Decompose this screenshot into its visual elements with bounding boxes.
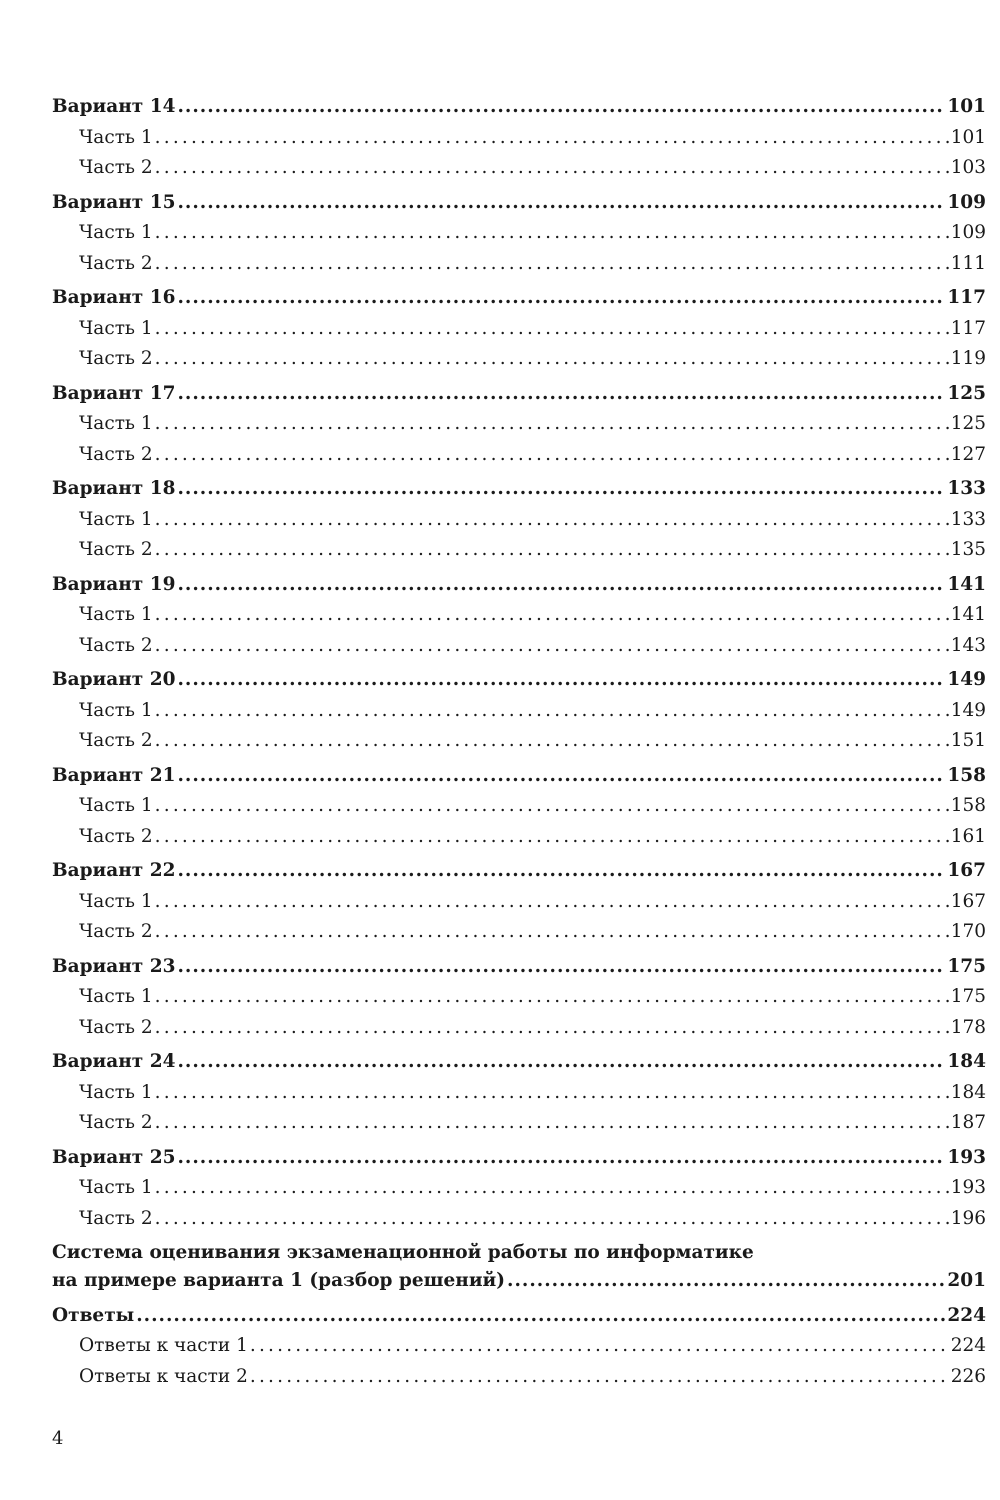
toc-entry[interactable] xyxy=(52,1266,986,1297)
dot-leader xyxy=(177,283,945,314)
toc-entry[interactable] xyxy=(52,283,986,314)
toc-entry-title: Вариант 17 xyxy=(52,382,176,404)
toc-entry-title: Часть 2 xyxy=(79,730,153,751)
toc-entry-title: Часть 1 xyxy=(79,317,153,339)
toc-page-number: 167 xyxy=(950,890,986,912)
toc-page-number: 133 xyxy=(947,478,986,499)
toc-entry-title: Часть 1 xyxy=(79,413,153,434)
toc-entry-title: Часть 1 xyxy=(79,890,153,912)
toc-entry-title: Часть 2 xyxy=(79,634,153,656)
dot-leader xyxy=(155,1108,949,1139)
toc-page-number: 193 xyxy=(950,1177,986,1198)
toc-entry[interactable] xyxy=(52,92,986,123)
toc-entry-title: Часть 2 xyxy=(79,443,153,465)
dot-leader xyxy=(250,1362,949,1393)
toc-entry-title: Часть 1 xyxy=(79,795,153,816)
toc-page-number: 201 xyxy=(947,1270,986,1291)
dot-leader xyxy=(155,344,949,375)
toc-entry-title: Вариант 19 xyxy=(52,573,176,595)
toc-subentry[interactable] xyxy=(52,791,986,822)
toc-subentry[interactable] xyxy=(52,726,986,757)
toc-subentry[interactable] xyxy=(52,1078,986,1109)
toc-entry[interactable] xyxy=(52,188,986,219)
toc-entry-title: Ответы к части 2 xyxy=(79,1365,248,1387)
dot-leader xyxy=(155,631,949,662)
dot-leader xyxy=(177,570,945,601)
toc-page-number: 187 xyxy=(950,1112,986,1133)
toc-page-number: 109 xyxy=(947,191,986,213)
dot-leader xyxy=(155,153,949,184)
toc-page-number: 143 xyxy=(950,634,986,656)
toc-subentry[interactable] xyxy=(52,1331,986,1362)
dot-leader xyxy=(155,218,949,249)
page-number: 4 xyxy=(52,1428,64,1449)
dot-leader xyxy=(177,665,945,696)
toc-subentry[interactable] xyxy=(52,218,986,249)
toc-page-number: 141 xyxy=(947,573,986,595)
toc-page-number: 135 xyxy=(950,539,986,560)
toc-entry-title: Вариант 25 xyxy=(52,1146,176,1168)
toc-subentry[interactable] xyxy=(52,344,986,375)
toc-entry-title: Вариант 18 xyxy=(52,478,176,499)
toc-entry-title: Ответы к части 1 xyxy=(79,1335,248,1356)
toc-page-number: 184 xyxy=(950,1081,986,1103)
toc-entry-title: Часть 1 xyxy=(79,1177,153,1198)
toc-subentry[interactable] xyxy=(52,153,986,184)
dot-leader xyxy=(155,1173,949,1204)
toc-entry-title: Часть 1 xyxy=(79,126,153,148)
toc-entry-title: на примере варианта 1 (разбор решений) xyxy=(52,1270,506,1291)
toc-entry-title: Часть 2 xyxy=(79,539,153,560)
dot-leader xyxy=(177,761,945,792)
dot-leader xyxy=(155,1078,949,1109)
toc-entry-title: Вариант 20 xyxy=(52,669,176,690)
dot-leader xyxy=(155,982,949,1013)
toc-page-number: 175 xyxy=(950,986,986,1007)
toc-entry-title: Часть 2 xyxy=(79,825,153,847)
toc-entry-title: Часть 1 xyxy=(79,604,153,625)
dot-leader xyxy=(177,188,945,219)
toc-entry-title: Часть 2 xyxy=(79,252,153,274)
dot-leader xyxy=(155,822,949,853)
dot-leader xyxy=(155,917,949,948)
toc-subentry[interactable] xyxy=(52,1173,986,1204)
toc-subentry[interactable] xyxy=(52,887,986,918)
toc-page-number: 127 xyxy=(950,443,986,465)
toc-subentry[interactable] xyxy=(52,123,986,154)
toc-page-number: 224 xyxy=(950,1335,986,1356)
toc-subentry[interactable] xyxy=(52,696,986,727)
toc-subentry[interactable] xyxy=(52,314,986,345)
dot-leader xyxy=(177,1047,945,1078)
toc-entry-title: Часть 2 xyxy=(79,1207,153,1229)
toc-page-number: 117 xyxy=(950,317,986,339)
toc-entry-title: Часть 2 xyxy=(79,1016,153,1038)
toc-entry-title: Часть 2 xyxy=(79,1112,153,1133)
toc-page-number: 125 xyxy=(950,413,986,434)
toc-entry-title-line1: Система оценивания экзаменационной работы по информатике xyxy=(52,1242,754,1263)
toc-entry-title: Вариант 24 xyxy=(52,1051,176,1072)
toc-subentry[interactable] xyxy=(52,822,986,853)
toc-page-number: 109 xyxy=(950,222,986,243)
toc-subentry[interactable] xyxy=(52,505,986,536)
toc-page-number: 101 xyxy=(950,126,986,148)
toc-subentry[interactable] xyxy=(52,917,986,948)
toc-entry-title: Часть 2 xyxy=(79,921,153,942)
toc-page-number: 111 xyxy=(950,252,986,274)
toc-page-number: 125 xyxy=(947,382,986,404)
dot-leader xyxy=(155,409,949,440)
dot-leader xyxy=(155,1204,949,1235)
toc-page-number: 117 xyxy=(947,287,986,308)
toc-entry-title: Вариант 23 xyxy=(52,955,176,977)
toc-page-number: 184 xyxy=(947,1051,986,1072)
table-of-contents xyxy=(52,88,986,1392)
dot-leader xyxy=(177,92,945,123)
dot-leader xyxy=(177,474,945,505)
dot-leader xyxy=(155,440,949,471)
toc-page-number: 149 xyxy=(947,669,986,690)
toc-page-number: 141 xyxy=(950,604,986,625)
toc-entry-title: Ответы xyxy=(52,1304,135,1326)
toc-entry[interactable] xyxy=(52,379,986,410)
toc-subentry[interactable] xyxy=(52,1013,986,1044)
dot-leader xyxy=(155,314,949,345)
toc-subentry[interactable] xyxy=(52,600,986,631)
dot-leader xyxy=(155,600,949,631)
toc-entry[interactable] xyxy=(52,1301,986,1332)
toc-subentry[interactable] xyxy=(52,440,986,471)
dot-leader xyxy=(155,1013,949,1044)
toc-subentry[interactable] xyxy=(52,1204,986,1235)
toc-page-number: 158 xyxy=(947,764,986,786)
toc-page-number: 158 xyxy=(950,795,986,816)
toc-entry[interactable] xyxy=(52,1047,986,1078)
toc-entry[interactable] xyxy=(52,665,986,696)
toc-subentry[interactable] xyxy=(52,631,986,662)
dot-leader xyxy=(155,535,949,566)
toc-page-number: 170 xyxy=(950,921,986,942)
dot-leader xyxy=(155,726,949,757)
toc-page-number: 175 xyxy=(947,955,986,977)
dot-leader xyxy=(177,379,945,410)
dot-leader xyxy=(155,123,949,154)
toc-subentry[interactable] xyxy=(52,249,986,280)
dot-leader xyxy=(155,505,949,536)
dot-leader xyxy=(136,1301,945,1332)
toc-entry-title: Часть 1 xyxy=(79,986,153,1007)
dot-leader xyxy=(177,952,945,983)
toc-entry[interactable] xyxy=(52,952,986,983)
toc-entry-title: Часть 1 xyxy=(79,222,153,243)
toc-entry[interactable] xyxy=(52,474,986,505)
toc-entry-title: Часть 1 xyxy=(79,508,153,530)
toc-entry-title: Часть 1 xyxy=(79,699,153,721)
toc-entry-multiline[interactable] xyxy=(52,1240,986,1297)
dot-leader xyxy=(155,887,949,918)
toc-entry[interactable] xyxy=(52,1143,986,1174)
toc-page-number: 161 xyxy=(950,825,986,847)
toc-page-number: 101 xyxy=(947,96,986,117)
toc-page-number: 226 xyxy=(950,1365,986,1387)
toc-entry-title: Вариант 15 xyxy=(52,191,176,213)
toc-page-number: 151 xyxy=(950,730,986,751)
dot-leader xyxy=(177,856,945,887)
dot-leader xyxy=(177,1143,945,1174)
toc-page-number: 103 xyxy=(950,157,986,178)
toc-page-number: 178 xyxy=(950,1016,986,1038)
toc-subentry[interactable] xyxy=(52,409,986,440)
toc-entry-title: Вариант 16 xyxy=(52,287,176,308)
dot-leader xyxy=(155,791,949,822)
toc-page-number: 193 xyxy=(947,1146,986,1168)
dot-leader xyxy=(507,1266,945,1297)
toc-entry-title: Часть 1 xyxy=(79,1081,153,1103)
dot-leader xyxy=(155,249,949,280)
toc-page-number: 196 xyxy=(950,1207,986,1229)
toc-page-number: 167 xyxy=(947,860,986,881)
dot-leader xyxy=(155,696,949,727)
toc-entry[interactable] xyxy=(52,856,986,887)
toc-subentry[interactable] xyxy=(52,982,986,1013)
dot-leader xyxy=(250,1331,949,1362)
toc-subentry[interactable] xyxy=(52,1362,986,1393)
toc-entry-title: Вариант 14 xyxy=(52,96,176,117)
toc-page-number: 224 xyxy=(947,1304,986,1326)
toc-page-number: 119 xyxy=(950,348,986,369)
toc-entry-title: Вариант 22 xyxy=(52,860,176,881)
toc-entry-title: Вариант 21 xyxy=(52,764,176,786)
toc-subentry[interactable] xyxy=(52,535,986,566)
toc-entry-title: Часть 2 xyxy=(79,157,153,178)
toc-page-number: 149 xyxy=(950,699,986,721)
toc-page-number: 133 xyxy=(950,508,986,530)
toc-entry[interactable] xyxy=(52,570,986,601)
toc-entry[interactable] xyxy=(52,761,986,792)
toc-subentry[interactable] xyxy=(52,1108,986,1139)
toc-entry-title: Часть 2 xyxy=(79,348,153,369)
